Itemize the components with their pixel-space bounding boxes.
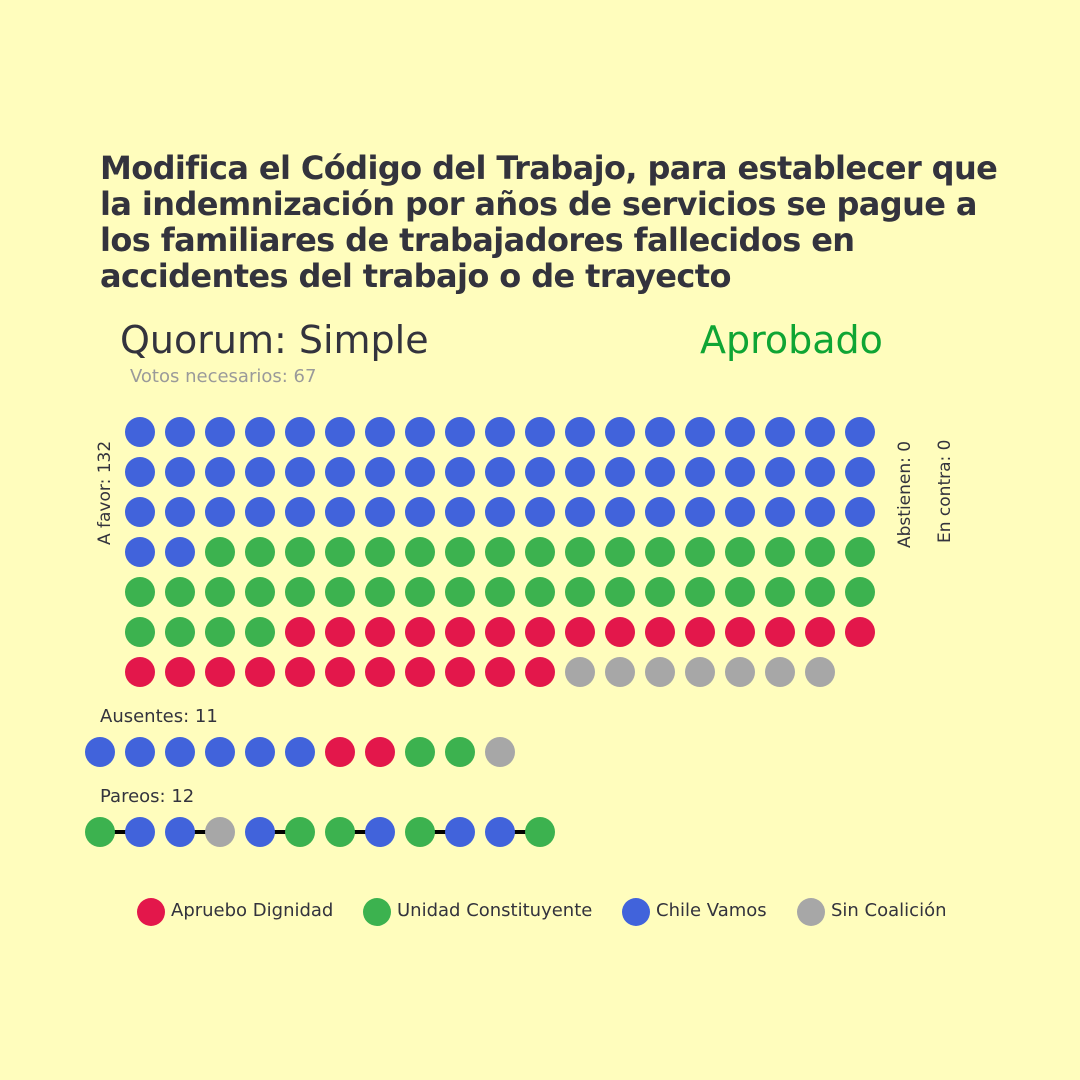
favor-dot-chile-vamos <box>525 457 555 487</box>
favor-dot-unidad-constituyente <box>405 577 435 607</box>
favor-dot-chile-vamos <box>245 497 275 527</box>
favor-dot-apruebo-dignidad <box>285 657 315 687</box>
favor-dot-apruebo-dignidad <box>125 657 155 687</box>
favor-dot-chile-vamos <box>565 417 595 447</box>
favor-dot-chile-vamos <box>405 497 435 527</box>
favor-dot-chile-vamos <box>445 457 475 487</box>
favor-dot-unidad-constituyente <box>325 537 355 567</box>
favor-dot-sin-coalicion <box>805 657 835 687</box>
favor-dot-unidad-constituyente <box>685 577 715 607</box>
favor-dot-chile-vamos <box>285 417 315 447</box>
favor-dot-unidad-constituyente <box>245 577 275 607</box>
favor-dot-apruebo-dignidad <box>645 617 675 647</box>
favor-dot-unidad-constituyente <box>845 577 875 607</box>
favor-dot-apruebo-dignidad <box>485 657 515 687</box>
favor-dot-apruebo-dignidad <box>805 617 835 647</box>
favor-dot-apruebo-dignidad <box>845 617 875 647</box>
favor-dot-unidad-constituyente <box>325 577 355 607</box>
favor-dot-chile-vamos <box>405 457 435 487</box>
favor-dot-unidad-constituyente <box>365 577 395 607</box>
favor-dot-unidad-constituyente <box>525 537 555 567</box>
favor-dot-unidad-constituyente <box>725 537 755 567</box>
paired-dot-unidad-constituyente <box>85 817 115 847</box>
favor-dot-unidad-constituyente <box>365 537 395 567</box>
favor-count-label: A favor: 132 <box>95 440 115 545</box>
favor-dot-unidad-constituyente <box>765 537 795 567</box>
favor-dot-unidad-constituyente <box>125 577 155 607</box>
against-count-label: En contra: 0 <box>935 439 955 543</box>
favor-dot-unidad-constituyente <box>525 577 555 607</box>
absent-dot-sin-coalicion <box>485 737 515 767</box>
favor-dot-chile-vamos <box>765 457 795 487</box>
abstain-count-label: Abstienen: 0 <box>895 440 915 548</box>
favor-dot-chile-vamos <box>165 417 195 447</box>
favor-dot-unidad-constituyente <box>725 577 755 607</box>
votes-needed: Votos necesarios: 67 <box>130 366 317 387</box>
favor-dot-unidad-constituyente <box>485 537 515 567</box>
favor-dot-unidad-constituyente <box>245 537 275 567</box>
legend-swatch <box>137 898 165 926</box>
favor-dot-apruebo-dignidad <box>205 657 235 687</box>
favor-dot-chile-vamos <box>645 497 675 527</box>
favor-dot-chile-vamos <box>645 417 675 447</box>
favor-dot-apruebo-dignidad <box>365 617 395 647</box>
favor-dot-chile-vamos <box>805 417 835 447</box>
paired-dot-unidad-constituyente <box>525 817 555 847</box>
favor-dot-chile-vamos <box>125 417 155 447</box>
favor-dot-chile-vamos <box>445 497 475 527</box>
favor-dot-chile-vamos <box>565 457 595 487</box>
favor-dot-chile-vamos <box>805 457 835 487</box>
favor-dot-chile-vamos <box>245 457 275 487</box>
favor-dot-chile-vamos <box>165 457 195 487</box>
legend-label: Unidad Constituyente <box>397 900 593 921</box>
favor-dot-chile-vamos <box>325 417 355 447</box>
favor-dot-chile-vamos <box>805 497 835 527</box>
favor-dot-chile-vamos <box>325 497 355 527</box>
favor-dot-sin-coalicion <box>605 657 635 687</box>
favor-dot-sin-coalicion <box>565 657 595 687</box>
favor-dot-chile-vamos <box>525 417 555 447</box>
favor-dot-apruebo-dignidad <box>525 657 555 687</box>
favor-dot-apruebo-dignidad <box>605 617 635 647</box>
legend-swatch <box>797 898 825 926</box>
favor-dot-chile-vamos <box>685 457 715 487</box>
paired-count-label: Pareos: 12 <box>100 786 195 807</box>
legend-label: Chile Vamos <box>656 900 767 921</box>
favor-dot-chile-vamos <box>765 497 795 527</box>
favor-dot-chile-vamos <box>605 497 635 527</box>
favor-dot-chile-vamos <box>485 497 515 527</box>
favor-dot-chile-vamos <box>165 537 195 567</box>
absent-dot-chile-vamos <box>165 737 195 767</box>
favor-dot-chile-vamos <box>405 417 435 447</box>
legend-label: Sin Coalición <box>831 900 947 921</box>
favor-dot-chile-vamos <box>125 457 155 487</box>
legend-swatch <box>622 898 650 926</box>
favor-dot-unidad-constituyente <box>445 537 475 567</box>
quorum-label: Quorum: Simple <box>120 318 429 362</box>
absent-dot-chile-vamos <box>85 737 115 767</box>
favor-dot-unidad-constituyente <box>205 537 235 567</box>
absent-dot-chile-vamos <box>285 737 315 767</box>
favor-dot-chile-vamos <box>365 457 395 487</box>
legend-label: Apruebo Dignidad <box>171 900 334 921</box>
favor-dot-unidad-constituyente <box>285 537 315 567</box>
favor-dot-chile-vamos <box>685 417 715 447</box>
favor-dot-apruebo-dignidad <box>165 657 195 687</box>
favor-dot-chile-vamos <box>285 497 315 527</box>
favor-dot-unidad-constituyente <box>125 617 155 647</box>
favor-dot-apruebo-dignidad <box>445 657 475 687</box>
favor-dot-chile-vamos <box>245 417 275 447</box>
favor-dot-unidad-constituyente <box>605 537 635 567</box>
favor-dot-sin-coalicion <box>645 657 675 687</box>
favor-dot-apruebo-dignidad <box>405 657 435 687</box>
favor-dot-chile-vamos <box>525 497 555 527</box>
favor-dot-chile-vamos <box>725 497 755 527</box>
absent-dot-apruebo-dignidad <box>365 737 395 767</box>
favor-dot-unidad-constituyente <box>165 577 195 607</box>
favor-dot-chile-vamos <box>125 537 155 567</box>
favor-dot-unidad-constituyente <box>165 617 195 647</box>
favor-dot-unidad-constituyente <box>685 537 715 567</box>
absent-count-label: Ausentes: 11 <box>100 706 218 727</box>
favor-dot-apruebo-dignidad <box>445 617 475 647</box>
vote-title: Modifica el Código del Trabajo, para establecer que la indemnización por años de servicios se pague a los familiares de trabajadores fallecidos en accidentes del trabajo o de trayecto <box>100 149 998 295</box>
favor-dot-chile-vamos <box>605 457 635 487</box>
favor-dot-chile-vamos <box>845 497 875 527</box>
favor-dot-chile-vamos <box>845 457 875 487</box>
favor-dot-apruebo-dignidad <box>285 617 315 647</box>
paired-dot-chile-vamos <box>485 817 515 847</box>
absent-dot-unidad-constituyente <box>445 737 475 767</box>
favor-dot-chile-vamos <box>685 497 715 527</box>
favor-dot-chile-vamos <box>165 497 195 527</box>
paired-dot-chile-vamos <box>125 817 155 847</box>
favor-dot-unidad-constituyente <box>605 577 635 607</box>
favor-dot-unidad-constituyente <box>485 577 515 607</box>
paired-dot-unidad-constituyente <box>285 817 315 847</box>
favor-dot-apruebo-dignidad <box>405 617 435 647</box>
favor-dot-unidad-constituyente <box>405 537 435 567</box>
favor-dot-apruebo-dignidad <box>245 657 275 687</box>
legend-swatch <box>363 898 391 926</box>
favor-dot-sin-coalicion <box>685 657 715 687</box>
favor-dot-unidad-constituyente <box>645 537 675 567</box>
absent-dot-chile-vamos <box>245 737 275 767</box>
favor-dot-unidad-constituyente <box>285 577 315 607</box>
favor-dot-chile-vamos <box>205 417 235 447</box>
paired-dot-chile-vamos <box>165 817 195 847</box>
favor-dot-chile-vamos <box>365 417 395 447</box>
favor-dot-chile-vamos <box>365 497 395 527</box>
favor-dot-apruebo-dignidad <box>325 657 355 687</box>
favor-dot-apruebo-dignidad <box>485 617 515 647</box>
favor-dot-unidad-constituyente <box>205 577 235 607</box>
favor-dot-unidad-constituyente <box>805 577 835 607</box>
paired-dot-chile-vamos <box>245 817 275 847</box>
favor-dot-chile-vamos <box>205 457 235 487</box>
favor-dot-unidad-constituyente <box>645 577 675 607</box>
favor-dot-chile-vamos <box>765 417 795 447</box>
favor-dot-chile-vamos <box>605 417 635 447</box>
favor-dot-chile-vamos <box>725 457 755 487</box>
paired-dot-chile-vamos <box>365 817 395 847</box>
absent-dot-apruebo-dignidad <box>325 737 355 767</box>
favor-dot-chile-vamos <box>485 417 515 447</box>
favor-dot-sin-coalicion <box>765 657 795 687</box>
favor-dot-unidad-constituyente <box>445 577 475 607</box>
favor-dot-unidad-constituyente <box>845 537 875 567</box>
favor-dot-unidad-constituyente <box>565 537 595 567</box>
favor-dot-chile-vamos <box>845 417 875 447</box>
favor-dot-apruebo-dignidad <box>325 617 355 647</box>
favor-dot-unidad-constituyente <box>805 537 835 567</box>
favor-dot-chile-vamos <box>725 417 755 447</box>
absent-dot-unidad-constituyente <box>405 737 435 767</box>
favor-dot-chile-vamos <box>485 457 515 487</box>
favor-dot-chile-vamos <box>285 457 315 487</box>
favor-dot-chile-vamos <box>645 457 675 487</box>
favor-dot-unidad-constituyente <box>765 577 795 607</box>
paired-dot-chile-vamos <box>445 817 475 847</box>
favor-dot-apruebo-dignidad <box>525 617 555 647</box>
favor-dot-unidad-constituyente <box>205 617 235 647</box>
favor-dot-apruebo-dignidad <box>565 617 595 647</box>
absent-dot-chile-vamos <box>125 737 155 767</box>
favor-dot-unidad-constituyente <box>565 577 595 607</box>
vote-result: Aprobado <box>700 318 883 362</box>
favor-dot-sin-coalicion <box>725 657 755 687</box>
paired-dot-sin-coalicion <box>205 817 235 847</box>
favor-dot-apruebo-dignidad <box>685 617 715 647</box>
paired-dot-unidad-constituyente <box>325 817 355 847</box>
favor-dot-apruebo-dignidad <box>765 617 795 647</box>
paired-dot-unidad-constituyente <box>405 817 435 847</box>
favor-dot-chile-vamos <box>205 497 235 527</box>
favor-dot-chile-vamos <box>445 417 475 447</box>
favor-dot-chile-vamos <box>565 497 595 527</box>
favor-dot-unidad-constituyente <box>245 617 275 647</box>
absent-dot-chile-vamos <box>205 737 235 767</box>
favor-dot-chile-vamos <box>325 457 355 487</box>
favor-dot-apruebo-dignidad <box>725 617 755 647</box>
favor-dot-apruebo-dignidad <box>365 657 395 687</box>
favor-dot-chile-vamos <box>125 497 155 527</box>
